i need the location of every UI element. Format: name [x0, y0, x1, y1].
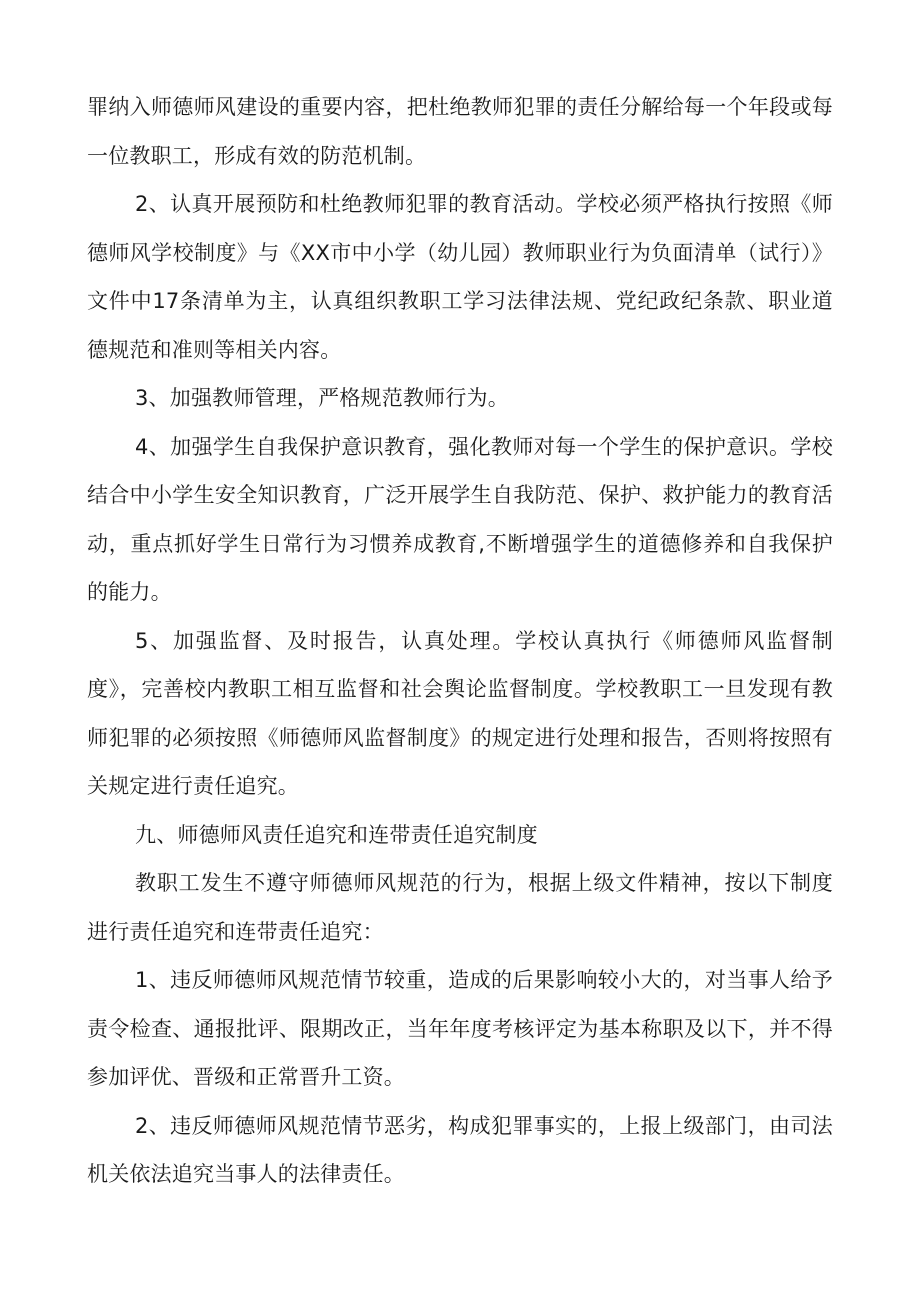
paragraph-item-4: 4、加强学生自我保护意识教育，强化教师对每一个学生的保护意识。学校结合中小学生安全知识教育，广泛开展学生自我防范、保护、救护能力的教育活动，重点抓好学生日常行为习惯养成教育,不断增强学生的道德修养和自我保护的能力。 [87, 434, 833, 604]
paragraph-section-intro: 教职工发生不遵守师德师风规范的行为，根据上级文件精神，按以下制度进行责任追究和连带责任追究： [87, 871, 833, 944]
document-body [87, 83, 833, 1199]
paragraph-item-3: 3、加强教师管理，严格规范教师行为。 [135, 386, 509, 410]
paragraph-item-2: 2、认真开展预防和杜绝教师犯罪的教育活动。学校必须严格执行按照《师德师风学校制度》与《XX市中小学（幼儿园）教师职业行为负面清单（试行）》文件中17条清单为主，认真组织教职工学习法律法规、党纪政纪条款、职业道德规范和准则等相关内容。 [87, 192, 833, 362]
paragraph-rule-1: 1、违反师德师风规范情节较重，造成的后果影响较小大的，对当事人给予责令检查、通报批评、限期改正，当年年度考核评定为基本称职及以下，并不得参加评优、晋级和正常晋升工资。 [87, 968, 833, 1089]
paragraph-continuation: 罪纳入师德师风建设的重要内容，把杜绝教师犯罪的责任分解给每一个年段或每一位教职工，形成有效的防范机制。 [87, 95, 833, 168]
section-heading-9: 九、师德师风责任追究和连带责任追究制度 [135, 822, 538, 847]
paragraph-rule-2: 2、违反师德师风规范情节恶劣，构成犯罪事实的，上报上级部门，由司法机关依法追究当事人的法律责任。 [87, 1113, 833, 1186]
paragraph-item-5: 5、加强监督、及时报告，认真处理。学校认真执行《师德师风监督制度》，完善校内教职工相互监督和社会舆论监督制度。学校教职工一旦发现有教师犯罪的必须按照《师德师风监督制度》的规定进行处理和报告，否则将按照有关规定进行责任追究。 [87, 628, 833, 798]
